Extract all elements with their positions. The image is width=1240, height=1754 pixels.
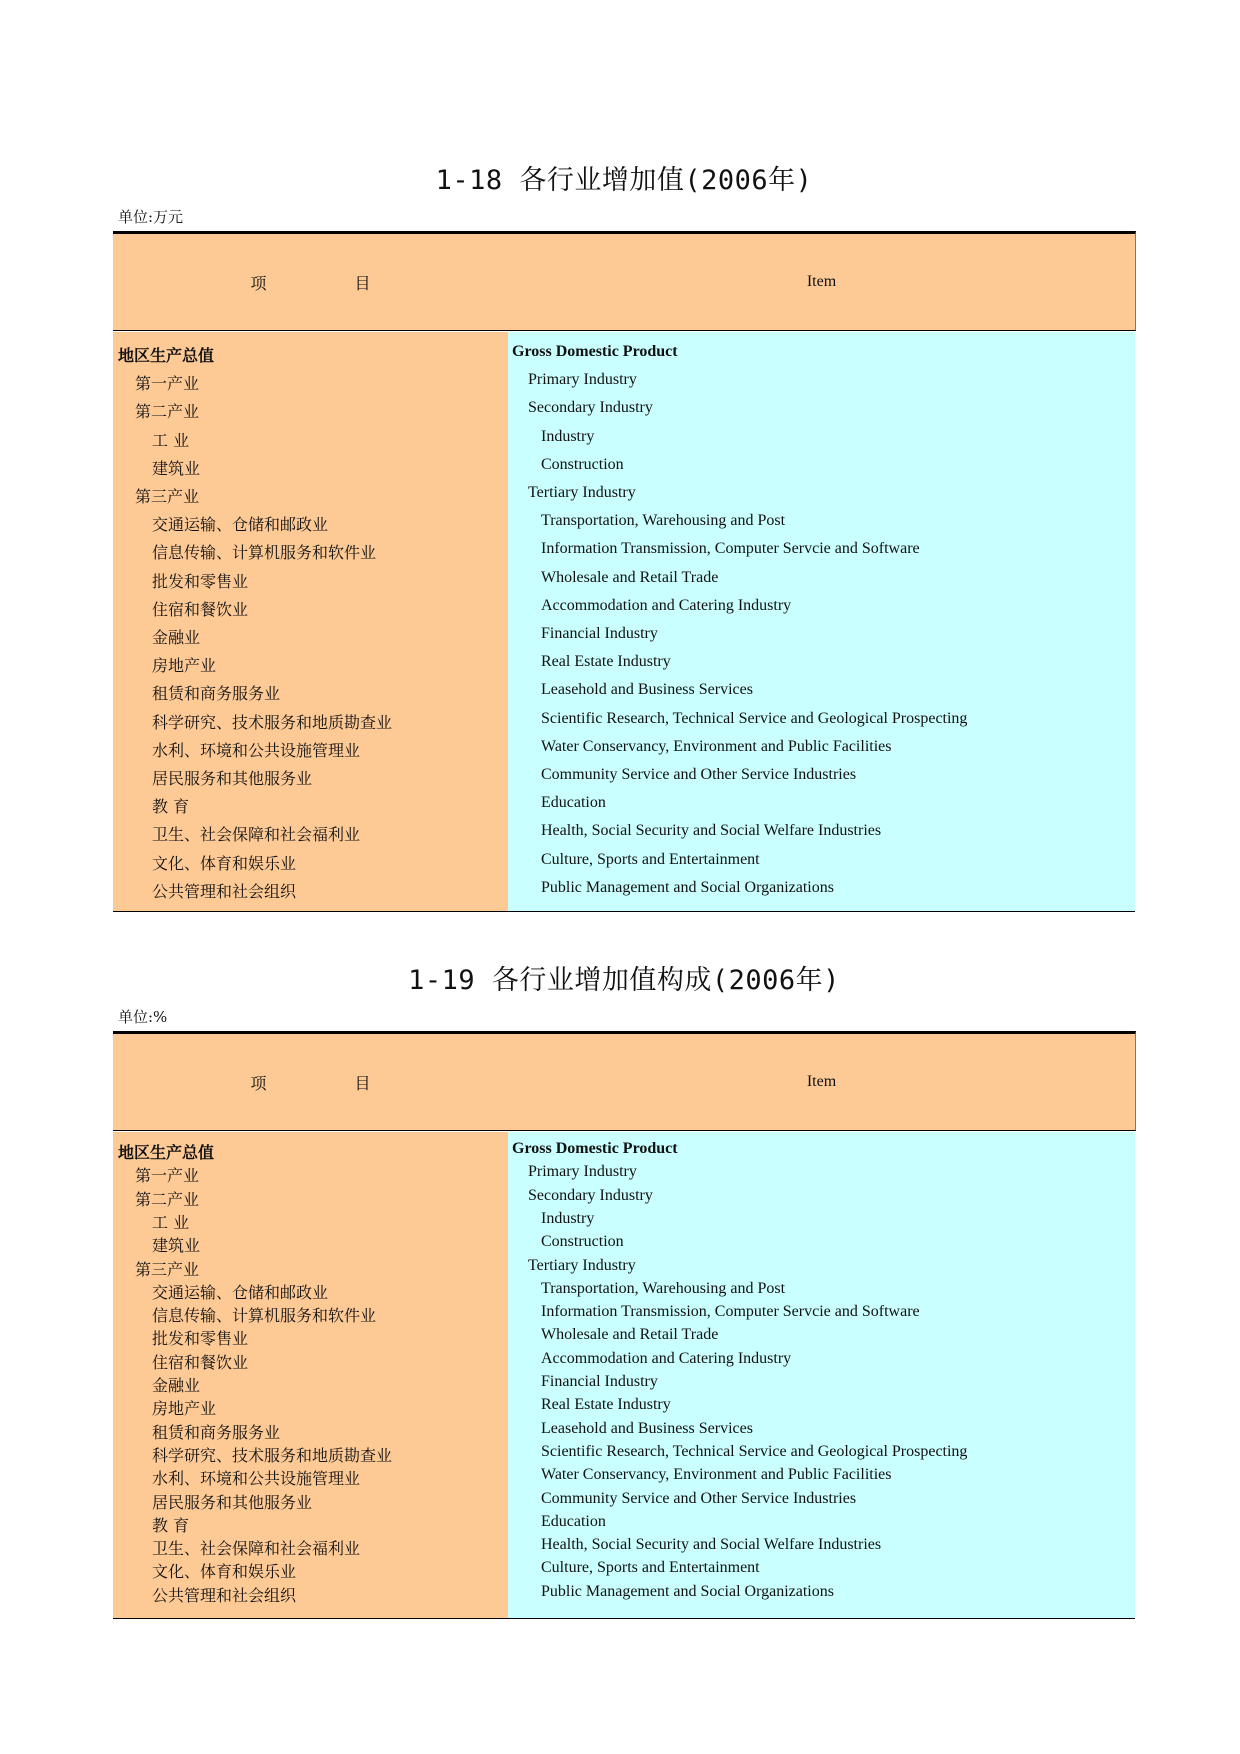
row-label-cn: 教 育 [152,1515,190,1535]
row-label-en: Water Conservancy, Environment and Public Facilities [541,737,892,755]
row-label-cn: 水利、环境和公共设施管理业 [152,740,361,760]
row-label-cn: 第一产业 [135,1166,200,1186]
table-1-18-header [113,231,1136,331]
row-label-cn: 房地产业 [152,1399,217,1419]
row-label-en: Public Management and Social Organizations [541,1582,834,1600]
row-label-en: Construction [541,455,624,473]
row-label-cn: 地区生产总值 [118,1143,215,1162]
row-label-cn: 信息传输、计算机服务和软件业 [152,1306,377,1326]
table-1-18-title: 1-18 各行业增加值(2006年) [435,165,813,196]
row-label-en: Real Estate Industry [541,653,671,671]
row-label-cn: 建筑业 [152,1236,201,1256]
row-label-en: Education [541,1512,606,1530]
row-label-en: Education [541,794,606,812]
row-label-en: Water Conservancy, Environment and Public Facilities [541,1466,892,1484]
row-label-cn: 住宿和餐饮业 [152,1352,249,1372]
table-1-19-body [113,1132,1135,1619]
row-label-en: Secondary Industry [528,1186,653,1204]
row-label-cn: 工 业 [152,1212,190,1232]
row-label-en: Accommodation and Catering Industry [541,596,792,614]
row-label-cn: 卫生、社会保障和社会福利业 [152,825,361,845]
row-label-cn: 地区生产总值 [118,346,215,365]
row-label-en: Health, Social Security and Social Welfare Industries [541,822,882,840]
row-label-cn: 金融业 [152,1376,201,1395]
table-1-18-unit: 单位:万元 [118,208,184,226]
row-label-en: Public Management and Social Organizations [541,878,834,896]
row-label-en: Scientific Research, Technical Service and Geological Prospecting [541,1442,968,1460]
row-label-en: Gross Domestic Product [512,343,678,360]
table-1-19-unit: 单位:% [118,1008,168,1026]
header-item-en: Item [806,273,837,290]
row-label-cn: 交通运输、仓储和邮政业 [152,515,329,535]
row-label-en: Leasehold and Business Services [541,681,753,699]
row-label-en: Community Service and Other Service Industries [541,766,857,783]
row-label-cn: 公共管理和社会组织 [152,1585,297,1605]
row-label-cn: 卫生、社会保障和社会福利业 [152,1539,361,1559]
row-label-en: Wholesale and Retail Trade [541,568,719,586]
row-label-en: Information Transmission, Computer Servcie and Software [541,1303,920,1321]
table-1-18-body [113,332,1135,912]
row-label-cn: 科学研究、技术服务和地质勘查业 [152,712,393,732]
row-label-en: Transportation, Warehousing and Post [541,512,786,530]
row-label-cn: 金融业 [152,628,201,647]
row-label-en: Gross Domestic Product [512,1140,678,1157]
row-label-cn: 第一产业 [135,374,200,394]
row-label-cn: 建筑业 [152,458,201,478]
row-label-en: Industry [541,427,595,445]
row-label-en: Industry [541,1209,595,1227]
row-label-en: Tertiary Industry [528,484,636,501]
row-label-en: Primary Industry [528,371,637,389]
row-label-cn: 水利、环境和公共设施管理业 [152,1469,361,1489]
row-label-en: Accommodation and Catering Industry [541,1349,792,1367]
row-label-en: Financial Industry [541,625,658,642]
row-label-cn: 房地产业 [152,656,217,676]
row-label-cn: 租赁和商务服务业 [152,684,281,704]
row-label-cn: 住宿和餐饮业 [152,599,249,619]
row-label-en: Culture, Sports and Entertainment [541,1559,760,1577]
row-label-en: Secondary Industry [528,399,653,417]
row-label-cn: 第二产业 [135,1189,200,1209]
table-1-19-title: 1-19 各行业增加值构成(2006年) [408,965,840,996]
row-label-en: Wholesale and Retail Trade [541,1326,719,1344]
row-label-en: Financial Industry [541,1373,658,1390]
row-label-cn: 第三产业 [135,487,200,506]
row-label-cn: 信息传输、计算机服务和软件业 [152,543,377,563]
row-label-cn: 居民服务和其他服务业 [152,1492,313,1512]
row-label-cn: 文化、体育和娱乐业 [152,853,297,873]
header-item-cn: 项 目 [250,1073,371,1093]
row-label-cn: 工 业 [152,430,190,450]
row-label-cn: 交通运输、仓储和邮政业 [152,1282,329,1302]
row-label-en: Scientific Research, Technical Service and Geological Prospecting [541,709,968,727]
row-label-en: Culture, Sports and Entertainment [541,850,760,868]
row-label-cn: 第二产业 [135,402,200,422]
row-label-en: Tertiary Industry [528,1256,636,1274]
row-label-en: Construction [541,1233,624,1251]
row-label-cn: 批发和零售业 [152,571,249,591]
header-item-en: Item [806,1073,837,1090]
header-item-cn: 项 目 [250,273,371,293]
row-label-en: Community Service and Other Service Industries [541,1489,857,1507]
row-label-cn: 文化、体育和娱乐业 [152,1562,297,1582]
row-label-en: Real Estate Industry [541,1396,671,1414]
row-label-en: Information Transmission, Computer Servcie and Software [541,540,920,558]
row-label-cn: 科学研究、技术服务和地质勘查业 [152,1445,393,1465]
row-label-en: Leasehold and Business Services [541,1419,753,1437]
row-label-cn: 公共管理和社会组织 [152,881,297,901]
row-label-en: Primary Industry [528,1163,637,1181]
table-1-19-header [113,1031,1136,1131]
row-label-cn: 批发和零售业 [152,1329,249,1349]
row-label-cn: 居民服务和其他服务业 [152,769,313,788]
row-label-cn: 租赁和商务服务业 [152,1422,281,1442]
row-label-en: Transportation, Warehousing and Post [541,1279,786,1297]
row-label-cn: 教 育 [152,797,190,817]
row-label-en: Health, Social Security and Social Welfare Industries [541,1536,882,1554]
row-label-cn: 第三产业 [135,1259,200,1279]
